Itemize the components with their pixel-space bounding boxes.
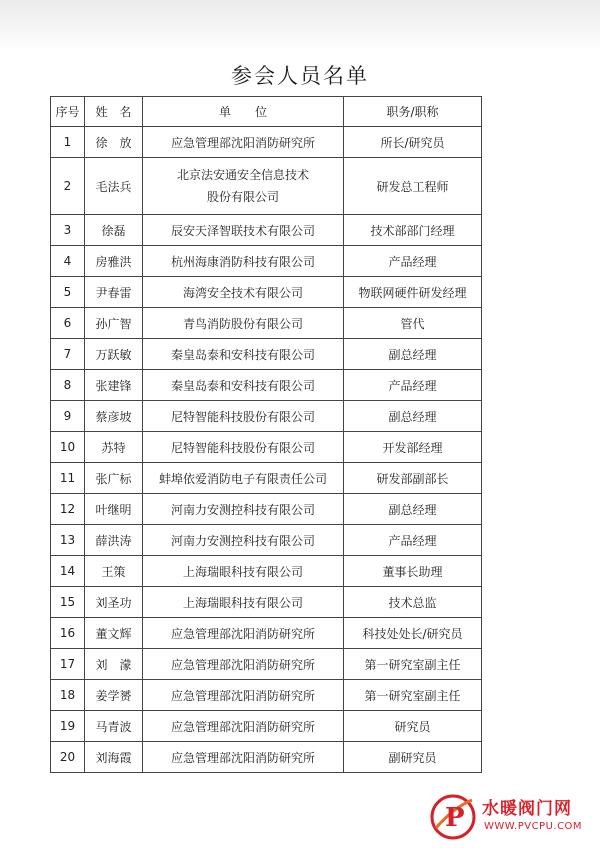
cell-no: 15 xyxy=(51,587,85,618)
table-row xyxy=(51,246,482,277)
watermark-site-name: 水暖阀门网 xyxy=(482,799,572,819)
table-row xyxy=(51,587,482,618)
table-row xyxy=(51,277,482,308)
cell-name: 房雅洪 xyxy=(85,246,143,277)
cell-title: 董事长助理 xyxy=(344,556,482,587)
cell-no: 4 xyxy=(51,246,85,277)
cell-no: 6 xyxy=(51,308,85,339)
cell-name: 刘 濛 xyxy=(85,649,143,680)
cell-no: 2 xyxy=(51,158,85,215)
cell-unit: 应急管理部沈阳消防研究所 xyxy=(143,742,344,773)
cell-no: 11 xyxy=(51,463,85,494)
table-row xyxy=(51,127,482,158)
watermark-site-url: WWW.PVCPU.COM xyxy=(484,821,583,832)
cell-title: 开发部经理 xyxy=(344,432,482,463)
cell-name: 毛法兵 xyxy=(85,158,143,215)
table-row xyxy=(51,680,482,711)
cell-unit: 青鸟消防股份有限公司 xyxy=(143,308,344,339)
cell-title: 副总经理 xyxy=(344,401,482,432)
cell-no: 10 xyxy=(51,432,85,463)
cell-unit: 河南力安测控科技有限公司 xyxy=(143,494,344,525)
cell-name: 万跃敏 xyxy=(85,339,143,370)
logo-letter: P xyxy=(445,803,465,833)
column-header-no: 序号 xyxy=(51,97,85,127)
cell-no: 7 xyxy=(51,339,85,370)
cell-unit-line: 北京法安通安全信息技术 xyxy=(176,168,309,182)
cell-unit: 应急管理部沈阳消防研究所 xyxy=(143,711,344,742)
table-row xyxy=(51,556,482,587)
table-header-row xyxy=(51,97,482,127)
cell-no: 14 xyxy=(51,556,85,587)
cell-unit: 海湾安全技术有限公司 xyxy=(143,277,344,308)
cell-title: 研发总工程师 xyxy=(344,158,482,215)
cell-name: 张建锋 xyxy=(85,370,143,401)
table-row xyxy=(51,308,482,339)
cell-title: 物联网硬件研发经理 xyxy=(344,277,482,308)
table-row xyxy=(51,618,482,649)
pvcpu-logo-icon xyxy=(426,790,480,844)
cell-no: 5 xyxy=(51,277,85,308)
table-row xyxy=(51,711,482,742)
cell-title: 第一研究室副主任 xyxy=(344,680,482,711)
table-row xyxy=(51,463,482,494)
cell-name: 叶继明 xyxy=(85,494,143,525)
cell-no: 12 xyxy=(51,494,85,525)
cell-title: 第一研究室副主任 xyxy=(344,649,482,680)
cell-name: 尹春雷 xyxy=(85,277,143,308)
cell-unit: 河南力安测控科技有限公司 xyxy=(143,525,344,556)
cell-name: 董文辉 xyxy=(85,618,143,649)
cell-title: 管代 xyxy=(344,308,482,339)
cell-name: 蔡彦坡 xyxy=(85,401,143,432)
cell-name: 张广标 xyxy=(85,463,143,494)
cell-unit xyxy=(143,158,344,215)
table-row xyxy=(51,370,482,401)
cell-name: 徐磊 xyxy=(85,215,143,246)
cell-no: 18 xyxy=(51,680,85,711)
cell-no: 13 xyxy=(51,525,85,556)
cell-unit: 秦皇岛泰和安科技有限公司 xyxy=(143,339,344,370)
cell-title: 研究员 xyxy=(344,711,482,742)
cell-name: 马青波 xyxy=(85,711,143,742)
cell-unit: 杭州海康消防科技有限公司 xyxy=(143,246,344,277)
cell-title: 产品经理 xyxy=(344,370,482,401)
cell-name: 刘海霞 xyxy=(85,742,143,773)
cell-unit: 应急管理部沈阳消防研究所 xyxy=(143,680,344,711)
cell-name: 姜学赟 xyxy=(85,680,143,711)
cell-unit-line: 股份有限公司 xyxy=(206,190,279,204)
cell-title: 技术总监 xyxy=(344,587,482,618)
table-row xyxy=(51,432,482,463)
cell-unit: 辰安天泽智联技术有限公司 xyxy=(143,215,344,246)
cell-no: 16 xyxy=(51,618,85,649)
cell-name: 薛洪涛 xyxy=(85,525,143,556)
cell-name: 徐 放 xyxy=(85,127,143,158)
cell-unit: 应急管理部沈阳消防研究所 xyxy=(143,649,344,680)
table-row xyxy=(51,339,482,370)
cell-title: 研发部副部长 xyxy=(344,463,482,494)
cell-unit: 尼特智能科技股份有限公司 xyxy=(143,432,344,463)
cell-title: 产品经理 xyxy=(344,246,482,277)
cell-name: 王策 xyxy=(85,556,143,587)
cell-title: 科技处处长/研究员 xyxy=(344,618,482,649)
attendee-table xyxy=(50,96,482,773)
cell-name: 刘圣功 xyxy=(85,587,143,618)
watermark-logo xyxy=(426,790,596,844)
cell-title: 产品经理 xyxy=(344,525,482,556)
table-row xyxy=(51,158,482,215)
cell-unit: 秦皇岛泰和安科技有限公司 xyxy=(143,370,344,401)
cell-no: 9 xyxy=(51,401,85,432)
cell-title: 副研究员 xyxy=(344,742,482,773)
cell-no: 17 xyxy=(51,649,85,680)
scan-shadow xyxy=(0,0,600,50)
table-row xyxy=(51,494,482,525)
document-title: 参会人员名单 xyxy=(231,64,369,88)
cell-name: 孙广智 xyxy=(85,308,143,339)
cell-unit: 蚌埠依爱消防电子有限责任公司 xyxy=(143,463,344,494)
cell-no: 1 xyxy=(51,127,85,158)
column-header-unit: 单 位 xyxy=(143,97,344,127)
cell-unit: 应急管理部沈阳消防研究所 xyxy=(143,127,344,158)
column-header-name: 姓 名 xyxy=(85,97,143,127)
column-header-title: 职务/职称 xyxy=(344,97,482,127)
cell-no: 8 xyxy=(51,370,85,401)
cell-title: 所长/研究员 xyxy=(344,127,482,158)
cell-no: 3 xyxy=(51,215,85,246)
table-row xyxy=(51,525,482,556)
cell-name: 苏特 xyxy=(85,432,143,463)
cell-unit: 上海瑞眼科技有限公司 xyxy=(143,556,344,587)
cell-unit: 应急管理部沈阳消防研究所 xyxy=(143,618,344,649)
cell-no: 19 xyxy=(51,711,85,742)
cell-unit: 上海瑞眼科技有限公司 xyxy=(143,587,344,618)
cell-title: 技术部部门经理 xyxy=(344,215,482,246)
table-row xyxy=(51,649,482,680)
table-row xyxy=(51,742,482,773)
cell-title: 副总经理 xyxy=(344,494,482,525)
table-row xyxy=(51,401,482,432)
table-row xyxy=(51,215,482,246)
cell-title: 副总经理 xyxy=(344,339,482,370)
cell-no: 20 xyxy=(51,742,85,773)
cell-unit: 尼特智能科技股份有限公司 xyxy=(143,401,344,432)
